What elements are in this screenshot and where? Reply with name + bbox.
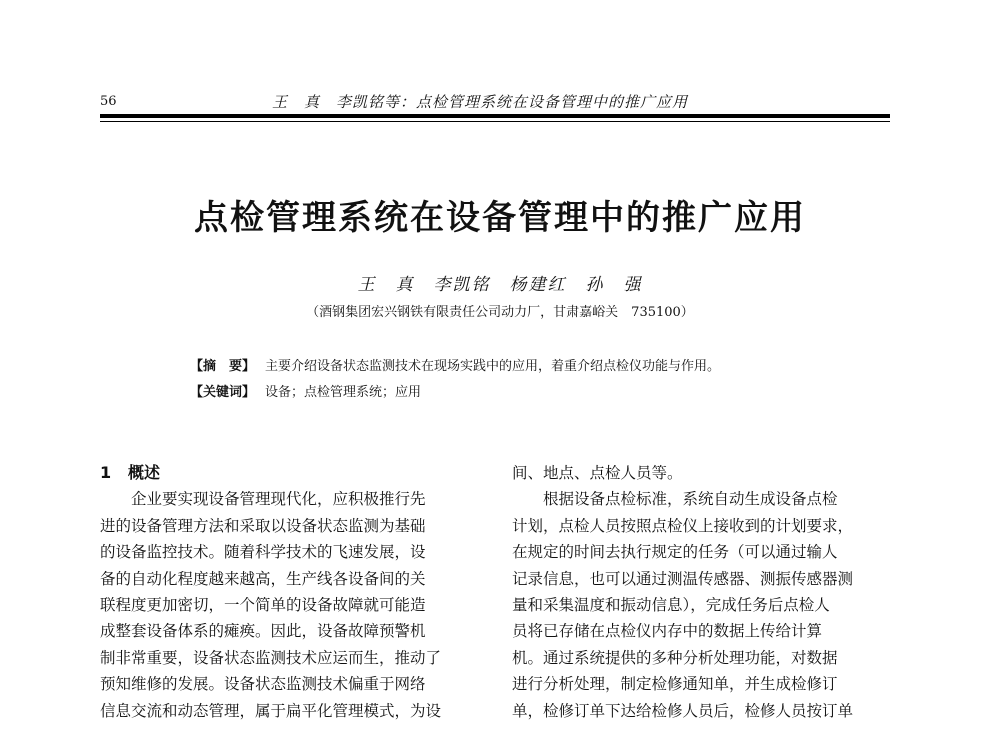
body-line: 员将已存储在点检仪内存中的数据上传给计算 <box>512 622 823 641</box>
body-line: 根据设备点检标准，系统自动生成设备点检 <box>543 490 838 509</box>
affiliation: （酒钢集团宏兴钢铁有限责任公司动力厂，甘肃嘉峪关 735100） <box>306 305 694 320</box>
body-line: 在规定的时间去执行规定的任务（可以通过输人 <box>512 543 838 562</box>
section-heading <box>100 460 492 486</box>
header-rule-thin <box>100 121 890 122</box>
body-line: 的设备监控技术。随着科学技术的飞速发展，设 <box>100 543 426 562</box>
body-line: 单，检修订单下达给检修人员后，检修人员按订单 <box>512 701 854 720</box>
body-line: 计划，点检人员按照点检仪上接收到的计划要求， <box>512 516 854 535</box>
body-line: 进行分析处理，制定检修通知单，并生成检修订 <box>512 675 838 694</box>
section-number: 1 <box>100 463 112 482</box>
body-line: 成整套设备体系的瘫痪。因此，设备故障预警机 <box>100 622 426 641</box>
body-line: 记录信息，也可以通过测温传感器、测振传感器测 <box>512 569 854 588</box>
page-number: 56 <box>100 94 117 109</box>
running-head-text: 王 真 李凯铭等：点检管理系统在设备管理中的推广应用 <box>272 93 689 111</box>
keywords-label: 【关键词】 <box>190 385 256 400</box>
section-title: 概述 <box>128 463 161 482</box>
left-column <box>100 460 492 724</box>
paper-title: 点检管理系统在设备管理中的推广应用 <box>194 198 806 238</box>
body-line: 企业要实现设备管理现代化，应积极推行先 <box>131 490 426 509</box>
body-line: 量和采集温度和振动信息），完成任务后点检人 <box>512 595 830 614</box>
body-line: 制非常重要，设备状态监测技术应运而生，推动了 <box>100 648 442 667</box>
body-line: 信息交流和动态管理，属于扁平化管理模式，为设 <box>100 701 442 720</box>
keywords-text: 设备；点检管理系统；应用 <box>265 385 422 400</box>
body-line: 备的自动化程度越来越高，生产线各设备间的关 <box>100 569 426 588</box>
running-header <box>100 88 890 114</box>
body-line: 机。通过系统提供的多种分析处理功能，对数据 <box>512 648 838 667</box>
body-line: 预知维修的发展。设备状态监测技术偏重于网络 <box>100 675 426 694</box>
abstract-text: 主要介绍设备状态监测技术在现场实践中的应用，着重介绍点检仪功能与作用。 <box>265 359 721 374</box>
body-line: 间、地点、点检人员等。 <box>512 464 683 482</box>
keywords <box>190 381 421 400</box>
abstract <box>190 355 720 374</box>
author-list: 王 真 李凯铭 杨建红 孙 强 <box>357 275 643 295</box>
abstract-label: 【摘 要】 <box>190 359 256 374</box>
right-column <box>512 460 894 724</box>
body-line: 联程度更加密切，一个简单的设备故障就可能造 <box>100 595 426 614</box>
header-rule-thick <box>100 114 890 118</box>
body-line: 进的设备管理方法和采取以设备状态监测为基础 <box>100 516 426 535</box>
